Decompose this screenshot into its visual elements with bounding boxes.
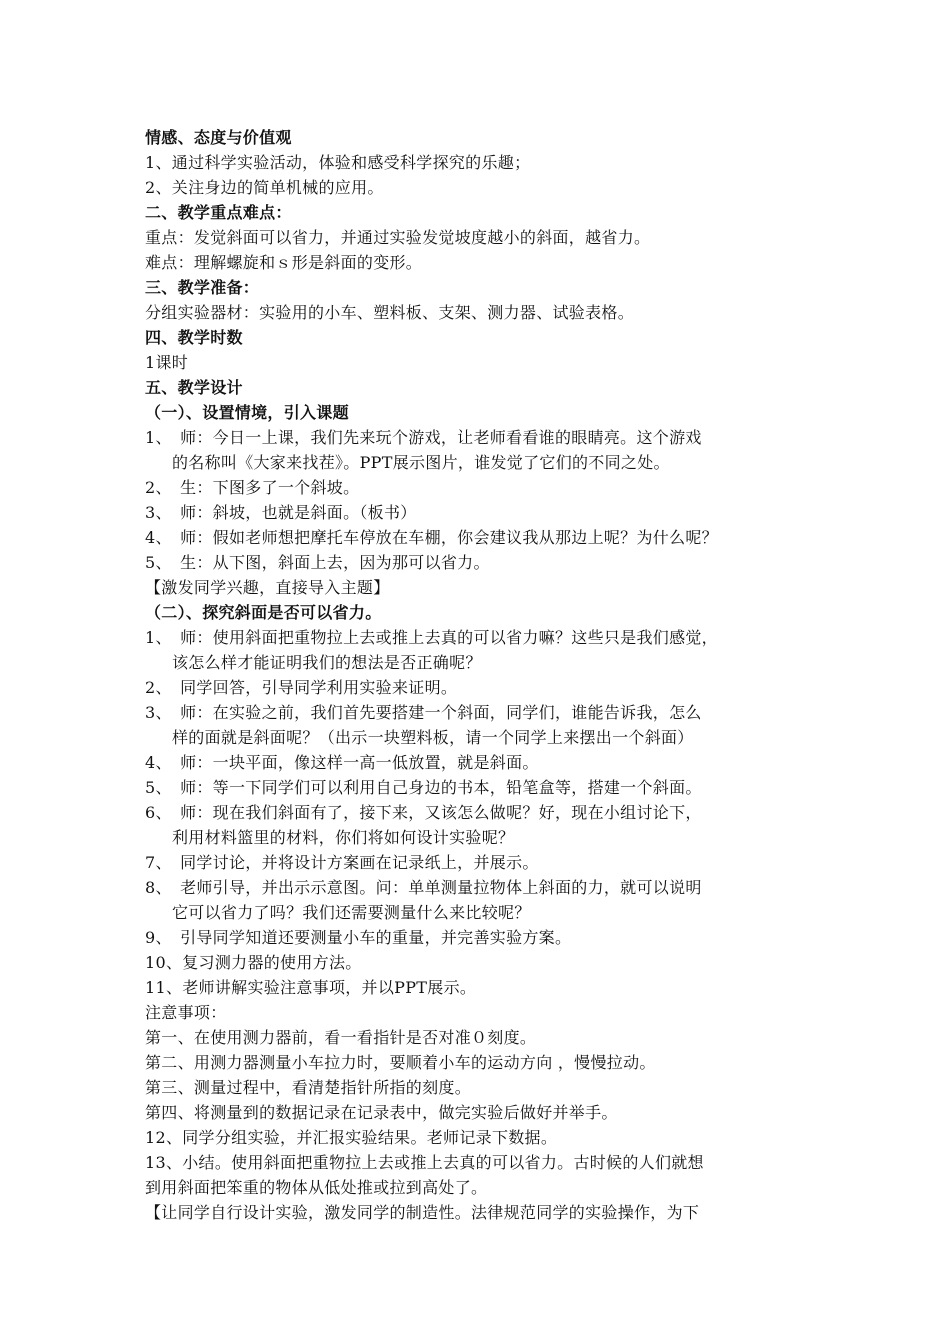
text-line: 第一、在使用测力器前，看一看指针是否对准０刻度。 bbox=[145, 1028, 537, 1047]
list-item-continuation: 样的面就是斜面呢？（出示一块塑料板，请一个同学上来摆出一个斜面） bbox=[172, 728, 694, 747]
list-item: 1、 师：今日一上课，我们先来玩个游戏，让老师看看谁的眼睛亮。这个游戏 bbox=[145, 428, 702, 447]
text-line: 重点：发觉斜面可以省力，并通过实验发觉坡度越小的斜面，越省力。 bbox=[145, 228, 651, 247]
heading-key-points: 二、教学重点难点： bbox=[145, 203, 292, 222]
list-item: 7、 同学讨论，并将设计方案画在记录纸上，并展示。 bbox=[145, 853, 539, 872]
list-item: 2、 同学回答，引导同学利用实验来证明。 bbox=[145, 678, 458, 697]
list-item: 13、小结。使用斜面把重物拉上去或推上去真的可以省力。古时候的人们就想 bbox=[145, 1153, 704, 1172]
text-line: 第三、测量过程中，看清楚指针所指的刻度。 bbox=[145, 1078, 472, 1097]
heading-preparation: 三、教学准备： bbox=[145, 278, 260, 297]
list-item: 11、老师讲解实验注意事项，并以PPT展示。 bbox=[145, 978, 477, 997]
list-item-continuation: 它可以省力了吗？我们还需要测量什么来比较呢？ bbox=[172, 903, 531, 922]
list-item: 12、同学分组实验，并汇报实验结果。老师记录下数据。 bbox=[145, 1128, 558, 1147]
list-item-continuation: 利用材料篮里的材料，你们将如何设计实验呢？ bbox=[172, 828, 515, 847]
list-item: 1、 师：使用斜面把重物拉上去或推上去真的可以省力嘛？这些只是我们感觉， bbox=[145, 628, 718, 647]
subheading-explore: （二）、探究斜面是否可以省力。 bbox=[145, 603, 382, 622]
list-item: 3、 师：在实验之前，我们首先要搭建一个斜面，同学们，谁能告诉我，怎么 bbox=[145, 703, 702, 722]
heading-attitude-values: 情感、态度与价值观 bbox=[145, 128, 292, 147]
list-item: 10、复习测力器的使用方法。 bbox=[145, 953, 362, 972]
text-line: 1、通过科学实验活动，体验和感受科学探究的乐趣； bbox=[145, 153, 531, 172]
list-item: 4、 师：假如老师想把摩托车停放在车棚，你会建议我从那边上呢？为什么呢？ bbox=[145, 528, 718, 547]
text-line: 1课时 bbox=[145, 353, 189, 372]
text-line: 第二、用测力器测量小车拉力时，要顺着小车的运动方向 ，慢慢拉动。 bbox=[145, 1053, 656, 1072]
list-item: 6、 师：现在我们斜面有了，接下来，又该怎么做呢？好，现在小组讨论下， bbox=[145, 803, 702, 822]
list-item-continuation: 到用斜面把笨重的物体从低处推或拉到高处了。 bbox=[145, 1178, 488, 1197]
list-item: 2、 生：下图多了一个斜坡。 bbox=[145, 478, 360, 497]
list-item: 8、 老师引导，并出示示意图。问：单单测量拉物体上斜面的力，就可以说明 bbox=[145, 878, 702, 897]
list-item: 5、 师：等一下同学们可以利用自己身边的书本，铅笔盒等，搭建一个斜面。 bbox=[145, 778, 702, 797]
note-line: 【让同学自行设计实验，激发同学的制造性。法律规范同学的实验操作，为下 bbox=[145, 1203, 700, 1222]
list-item: 3、 师：斜坡，也就是斜面。（板书） bbox=[145, 503, 417, 522]
text-line: 第四、将测量到的数据记录在记录表中，做完实验后做好并举手。 bbox=[145, 1103, 618, 1122]
text-line: 注意事项： bbox=[145, 1003, 227, 1022]
note-line: 【激发同学兴趣，直接导入主题】 bbox=[145, 578, 390, 597]
text-line: 难点：理解螺旋和ｓ形是斜面的变形。 bbox=[145, 253, 423, 272]
list-item: 9、 引导同学知道还要测量小车的重量，并完善实验方案。 bbox=[145, 928, 572, 947]
heading-teaching-design: 五、教学设计 bbox=[145, 378, 243, 397]
text-line: 2、关注身边的简单机械的应用。 bbox=[145, 178, 384, 197]
heading-class-hours: 四、教学时数 bbox=[145, 328, 243, 347]
list-item: 4、 师：一块平面，像这样一高一低放置，就是斜面。 bbox=[145, 753, 539, 772]
subheading-intro: （一）、设置情境，引入课题 bbox=[145, 403, 349, 422]
list-item: 5、 生：从下图，斜面上去，因为那可以省力。 bbox=[145, 553, 490, 572]
list-item-continuation: 的名称叫《大家来找茬》。PPT展示图片，谁发觉了它们的不同之处。 bbox=[172, 453, 670, 472]
text-line: 分组实验器材：实验用的小车、塑料板、支架、测力器、试验表格。 bbox=[145, 303, 635, 322]
list-item-continuation: 该怎么样才能证明我们的想法是否正确呢？ bbox=[172, 653, 482, 672]
